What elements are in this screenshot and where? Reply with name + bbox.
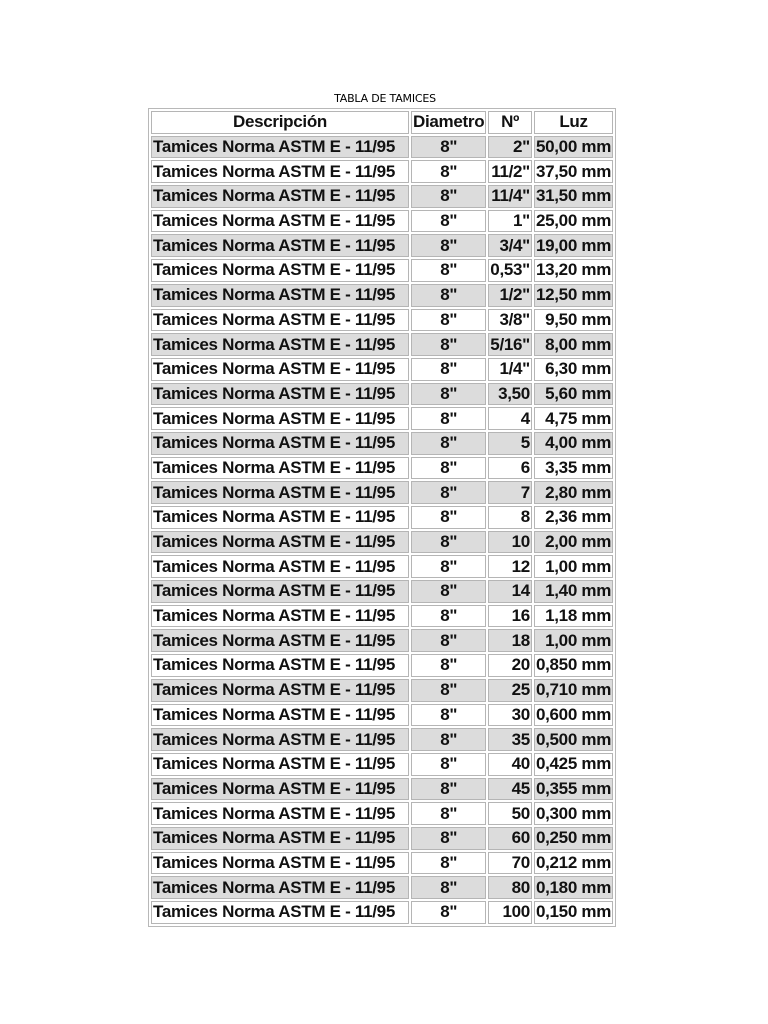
cell-diametro: 8" (411, 605, 486, 628)
cell-diametro: 8" (411, 629, 486, 652)
cell-numero: 5/16" (488, 333, 532, 356)
cell-luz: 2,80 mm (534, 481, 613, 504)
cell-descripcion: Tamices Norma ASTM E - 11/95 (151, 654, 409, 677)
cell-descripcion: Tamices Norma ASTM E - 11/95 (151, 679, 409, 702)
cell-luz: 3,35 mm (534, 457, 613, 480)
table-row (151, 654, 613, 677)
cell-numero: 3/8" (488, 309, 532, 332)
cell-numero: 35 (488, 728, 532, 751)
cell-luz: 0,600 mm (534, 704, 613, 727)
cell-luz: 31,50 mm (534, 185, 613, 208)
cell-luz: 0,300 mm (534, 802, 613, 825)
cell-numero: 2" (488, 136, 532, 159)
table-row (151, 555, 613, 578)
cell-luz: 0,150 mm (534, 901, 613, 924)
table-row (151, 753, 613, 776)
cell-diametro: 8" (411, 531, 486, 554)
cell-numero: 4 (488, 407, 532, 430)
cell-numero: 11/4" (488, 185, 532, 208)
cell-luz: 6,30 mm (534, 358, 613, 381)
cell-descripcion: Tamices Norma ASTM E - 11/95 (151, 753, 409, 776)
cell-descripcion: Tamices Norma ASTM E - 11/95 (151, 704, 409, 727)
table-row (151, 876, 613, 899)
cell-descripcion: Tamices Norma ASTM E - 11/95 (151, 284, 409, 307)
cell-descripcion: Tamices Norma ASTM E - 11/95 (151, 506, 409, 529)
cell-diametro: 8" (411, 358, 486, 381)
cell-luz: 12,50 mm (534, 284, 613, 307)
cell-descripcion: Tamices Norma ASTM E - 11/95 (151, 605, 409, 628)
cell-numero: 60 (488, 827, 532, 850)
cell-diametro: 8" (411, 309, 486, 332)
cell-diametro: 8" (411, 876, 486, 899)
cell-luz: 0,710 mm (534, 679, 613, 702)
table-row (151, 728, 613, 751)
cell-descripcion: Tamices Norma ASTM E - 11/95 (151, 210, 409, 233)
table-row (151, 136, 613, 159)
cell-numero: 1/4" (488, 358, 532, 381)
cell-diametro: 8" (411, 185, 486, 208)
table-row (151, 778, 613, 801)
header-luz: Luz (534, 111, 613, 134)
table-header-row (151, 111, 613, 134)
cell-numero: 16 (488, 605, 532, 628)
cell-luz: 0,425 mm (534, 753, 613, 776)
table-row (151, 531, 613, 554)
cell-luz: 50,00 mm (534, 136, 613, 159)
cell-diametro: 8" (411, 481, 486, 504)
table-row (151, 160, 613, 183)
cell-luz: 0,250 mm (534, 827, 613, 850)
cell-numero: 20 (488, 654, 532, 677)
cell-numero: 1" (488, 210, 532, 233)
cell-luz: 2,00 mm (534, 531, 613, 554)
cell-diametro: 8" (411, 654, 486, 677)
cell-numero: 18 (488, 629, 532, 652)
cell-numero: 50 (488, 802, 532, 825)
cell-descripcion: Tamices Norma ASTM E - 11/95 (151, 234, 409, 257)
table-row (151, 259, 613, 282)
cell-diametro: 8" (411, 333, 486, 356)
cell-luz: 2,36 mm (534, 506, 613, 529)
header-diametro: Diametro (411, 111, 486, 134)
header-numero: Nº (488, 111, 532, 134)
cell-diametro: 8" (411, 284, 486, 307)
cell-descripcion: Tamices Norma ASTM E - 11/95 (151, 852, 409, 875)
cell-diametro: 8" (411, 432, 486, 455)
cell-numero: 45 (488, 778, 532, 801)
cell-descripcion: Tamices Norma ASTM E - 11/95 (151, 827, 409, 850)
cell-luz: 0,500 mm (534, 728, 613, 751)
cell-diametro: 8" (411, 901, 486, 924)
cell-luz: 1,40 mm (534, 580, 613, 603)
table-row (151, 481, 613, 504)
cell-diametro: 8" (411, 802, 486, 825)
table-row (151, 679, 613, 702)
table-row (151, 309, 613, 332)
cell-numero: 6 (488, 457, 532, 480)
cell-diametro: 8" (411, 210, 486, 233)
table-row (151, 802, 613, 825)
cell-descripcion: Tamices Norma ASTM E - 11/95 (151, 728, 409, 751)
cell-numero: 3/4" (488, 234, 532, 257)
cell-descripcion: Tamices Norma ASTM E - 11/95 (151, 531, 409, 554)
table-row (151, 234, 613, 257)
cell-numero: 5 (488, 432, 532, 455)
cell-luz: 13,20 mm (534, 259, 613, 282)
cell-diametro: 8" (411, 580, 486, 603)
cell-luz: 0,355 mm (534, 778, 613, 801)
cell-numero: 40 (488, 753, 532, 776)
cell-diametro: 8" (411, 679, 486, 702)
table-row (151, 407, 613, 430)
cell-diametro: 8" (411, 160, 486, 183)
cell-numero: 100 (488, 901, 532, 924)
cell-luz: 9,50 mm (534, 309, 613, 332)
table-row (151, 629, 613, 652)
cell-descripcion: Tamices Norma ASTM E - 11/95 (151, 901, 409, 924)
cell-numero: 14 (488, 580, 532, 603)
cell-diametro: 8" (411, 555, 486, 578)
cell-diametro: 8" (411, 827, 486, 850)
cell-numero: 7 (488, 481, 532, 504)
cell-descripcion: Tamices Norma ASTM E - 11/95 (151, 407, 409, 430)
cell-descripcion: Tamices Norma ASTM E - 11/95 (151, 802, 409, 825)
cell-luz: 0,180 mm (534, 876, 613, 899)
cell-diametro: 8" (411, 778, 486, 801)
cell-diametro: 8" (411, 753, 486, 776)
cell-diametro: 8" (411, 457, 486, 480)
cell-numero: 25 (488, 679, 532, 702)
cell-numero: 1/2" (488, 284, 532, 307)
table-row (151, 333, 613, 356)
table-row (151, 580, 613, 603)
cell-numero: 30 (488, 704, 532, 727)
cell-numero: 11/2" (488, 160, 532, 183)
table-row (151, 358, 613, 381)
cell-diametro: 8" (411, 704, 486, 727)
cell-diametro: 8" (411, 383, 486, 406)
cell-numero: 3,50 (488, 383, 532, 406)
table-row (151, 852, 613, 875)
table-row (151, 827, 613, 850)
cell-descripcion: Tamices Norma ASTM E - 11/95 (151, 580, 409, 603)
cell-descripcion: Tamices Norma ASTM E - 11/95 (151, 358, 409, 381)
header-descripcion: Descripción (151, 111, 409, 134)
cell-luz: 1,00 mm (534, 629, 613, 652)
cell-diametro: 8" (411, 506, 486, 529)
cell-descripcion: Tamices Norma ASTM E - 11/95 (151, 457, 409, 480)
cell-diametro: 8" (411, 852, 486, 875)
cell-numero: 70 (488, 852, 532, 875)
cell-descripcion: Tamices Norma ASTM E - 11/95 (151, 876, 409, 899)
cell-luz: 25,00 mm (534, 210, 613, 233)
cell-diametro: 8" (411, 136, 486, 159)
cell-numero: 8 (488, 506, 532, 529)
cell-descripcion: Tamices Norma ASTM E - 11/95 (151, 555, 409, 578)
table-row (151, 284, 613, 307)
sieve-table (148, 108, 616, 927)
cell-descripcion: Tamices Norma ASTM E - 11/95 (151, 309, 409, 332)
cell-descripcion: Tamices Norma ASTM E - 11/95 (151, 259, 409, 282)
cell-diametro: 8" (411, 259, 486, 282)
cell-descripcion: Tamices Norma ASTM E - 11/95 (151, 629, 409, 652)
cell-luz: 4,00 mm (534, 432, 613, 455)
cell-descripcion: Tamices Norma ASTM E - 11/95 (151, 432, 409, 455)
cell-luz: 8,00 mm (534, 333, 613, 356)
cell-descripcion: Tamices Norma ASTM E - 11/95 (151, 160, 409, 183)
table-row (151, 605, 613, 628)
table-row (151, 506, 613, 529)
cell-numero: 10 (488, 531, 532, 554)
table-body (151, 136, 613, 924)
table-row (151, 901, 613, 924)
table-row (151, 210, 613, 233)
cell-luz: 37,50 mm (534, 160, 613, 183)
cell-descripcion: Tamices Norma ASTM E - 11/95 (151, 383, 409, 406)
table-caption: TABLA DE TAMICES (334, 92, 436, 105)
table-row (151, 185, 613, 208)
cell-descripcion: Tamices Norma ASTM E - 11/95 (151, 481, 409, 504)
table-row (151, 432, 613, 455)
cell-numero: 0,53" (488, 259, 532, 282)
cell-numero: 80 (488, 876, 532, 899)
cell-luz: 0,850 mm (534, 654, 613, 677)
cell-descripcion: Tamices Norma ASTM E - 11/95 (151, 136, 409, 159)
cell-descripcion: Tamices Norma ASTM E - 11/95 (151, 778, 409, 801)
cell-luz: 19,00 mm (534, 234, 613, 257)
cell-luz: 1,18 mm (534, 605, 613, 628)
cell-diametro: 8" (411, 234, 486, 257)
cell-luz: 1,00 mm (534, 555, 613, 578)
table-row (151, 383, 613, 406)
table-row (151, 704, 613, 727)
cell-descripcion: Tamices Norma ASTM E - 11/95 (151, 185, 409, 208)
cell-luz: 0,212 mm (534, 852, 613, 875)
cell-luz: 4,75 mm (534, 407, 613, 430)
cell-numero: 12 (488, 555, 532, 578)
cell-diametro: 8" (411, 407, 486, 430)
table-row (151, 457, 613, 480)
cell-luz: 5,60 mm (534, 383, 613, 406)
cell-diametro: 8" (411, 728, 486, 751)
cell-descripcion: Tamices Norma ASTM E - 11/95 (151, 333, 409, 356)
